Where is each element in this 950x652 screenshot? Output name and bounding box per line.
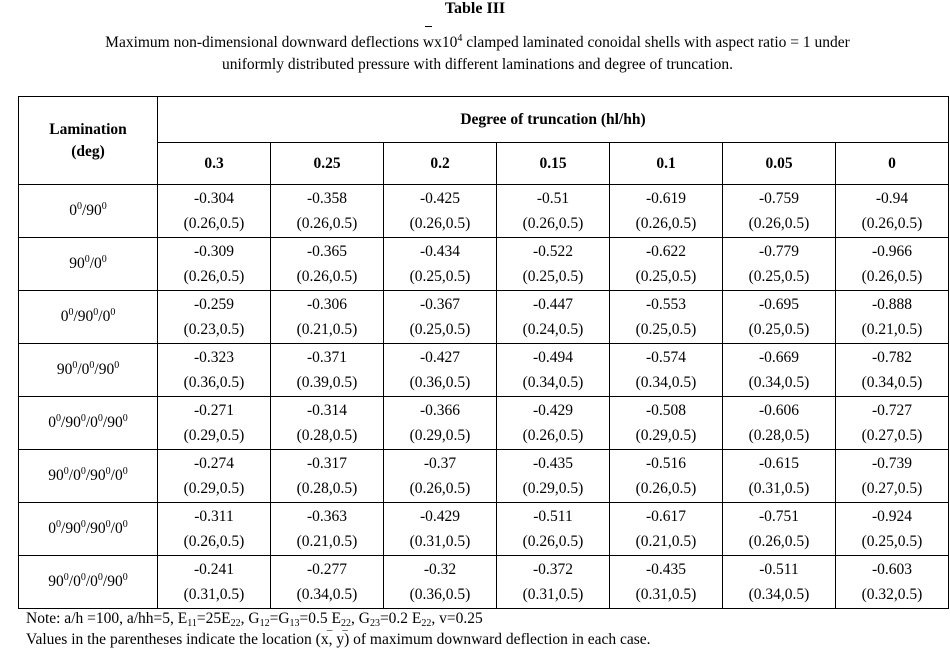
table-title: Table III [444,0,506,17]
degree-superscript: 0 [105,466,111,477]
ply-angle: 90 [65,414,81,431]
ply-angle: 90 [90,520,106,537]
deflection-cell [610,397,723,450]
degree-superscript: 0 [101,254,107,265]
deflection-location: (0.34,0.5) [635,374,697,391]
ply-angle: 0 [94,255,102,272]
lamination-cell [19,556,158,609]
table-row [19,503,949,556]
column-header: 0.25 [271,143,384,185]
deflection-cell [610,238,723,291]
ply-angle: 90 [107,573,123,590]
ply-angle: 90 [86,202,102,219]
deflection-location: (0.25,0.5) [635,321,697,338]
deflection-value: -0.429 [532,402,574,419]
degree-superscript: 0 [122,466,128,477]
note-text: , G [240,610,260,627]
deflection-location: (0.29,0.5) [409,427,471,444]
column-header: 0.3 [158,143,271,185]
deflection-value: -0.888 [871,296,913,313]
deflection-location: (0.25,0.5) [409,321,471,338]
deflection-cell [158,450,271,503]
degree-superscript: 0 [63,572,69,583]
deflection-location: (0.29,0.5) [183,480,245,497]
lamination-cell [19,503,158,556]
deflection-table [18,96,949,609]
degree-superscript: 0 [63,466,69,477]
deflection-location: (0.21,0.5) [635,533,697,550]
deflection-cell [271,450,384,503]
table-notes [26,608,936,650]
deflection-value: -0.447 [532,296,574,313]
ply-separator: / [102,573,108,590]
deflection-location: (0.28,0.5) [748,427,810,444]
note-parameters [26,608,936,629]
deflection-location: (0.26,0.5) [635,215,697,232]
deflection-location: (0.29,0.5) [522,480,584,497]
ply-separator: / [68,573,74,590]
deflection-cell [158,344,271,397]
deflection-value: -0.782 [871,349,913,366]
ply-separator: / [89,255,95,272]
deflection-location: (0.25,0.5) [861,533,923,550]
deflection-cell [271,344,384,397]
deflection-location: (0.26,0.5) [183,533,245,550]
deflection-cell [158,556,271,609]
deflection-cell [723,450,836,503]
degree-superscript: 0 [114,360,120,371]
degree-superscript: 0 [68,307,74,318]
ply-angle: 0 [90,573,98,590]
ply-angle: 0 [90,414,98,431]
deflection-location: (0.36,0.5) [183,374,245,391]
deflection-cell [384,556,497,609]
ply-separator: / [98,308,103,325]
deflection-cell [384,450,497,503]
deflection-cell [384,291,497,344]
deflection-location: (0.26,0.5) [409,480,471,497]
degree-superscript: 0 [122,413,128,424]
deflection-cell [723,344,836,397]
deflection-value: -0.427 [419,349,461,366]
deflection-location: (0.23,0.5) [183,321,245,338]
lamination-header-unit: (deg) [71,142,105,160]
deflection-location: (0.26,0.5) [861,215,923,232]
deflection-cell [497,238,610,291]
deflection-cell [497,503,610,556]
ply-separator: / [73,308,78,325]
deflection-location: (0.27,0.5) [861,480,923,497]
deflection-location: (0.25,0.5) [748,321,810,338]
deflection-location: (0.25,0.5) [522,268,584,285]
deflection-value: -0.323 [193,349,235,366]
deflection-value: -0.314 [306,402,348,419]
deflection-cell [610,291,723,344]
deflection-location: (0.24,0.5) [522,321,584,338]
deflection-cell [497,556,610,609]
deflection-value: -0.603 [871,561,913,578]
deflection-location: (0.26,0.5) [522,427,584,444]
caption-text-line2: uniformly distributed pressure with different laminations and degree of truncation. [221,56,734,73]
ply-separator: / [102,414,108,431]
deflection-value: -0.615 [758,455,800,472]
deflection-value: -0.516 [645,455,687,472]
degree-superscript: 0 [80,413,86,424]
note-subscript: 22 [230,618,241,629]
deflection-cell [610,556,723,609]
ply-separator: / [68,467,74,484]
deflection-cell [836,291,949,344]
deflection-cell [384,397,497,450]
deflection-value: -0.435 [532,455,574,472]
deflection-value: -0.429 [419,508,461,525]
deflection-location: (0.26,0.5) [183,268,245,285]
ply-separator: / [61,414,66,431]
deflection-cell [836,450,949,503]
deflection-value: -0.739 [871,455,913,472]
deflection-location: (0.34,0.5) [296,586,358,603]
caption-multiplier: x10 [434,34,458,51]
w-bar-symbol: w [423,32,434,54]
deflection-cell [384,503,497,556]
deflection-value: -0.779 [758,243,800,260]
degree-superscript: 0 [101,201,107,212]
ply-separator: / [61,520,66,537]
caption-text-pre: Maximum non-dimensional downward deflections [105,34,419,51]
degree-superscript: 0 [72,360,78,371]
table-row [19,238,949,291]
degree-superscript: 0 [80,572,86,583]
deflection-cell [384,344,497,397]
deflection-value: -0.759 [758,190,800,207]
deflection-cell [158,397,271,450]
lamination-cell [19,397,158,450]
deflection-value: -0.274 [193,455,235,472]
deflection-cell [271,238,384,291]
deflection-cell [836,238,949,291]
deflection-value: -0.511 [533,508,573,525]
ply-angle: 90 [90,467,106,484]
table-row [19,291,949,344]
deflection-cell [158,238,271,291]
degree-superscript: 0 [97,572,103,583]
ply-angle: 90 [65,520,81,537]
deflection-location: (0.26,0.5) [183,215,245,232]
deflection-value: -0.363 [306,508,348,525]
deflection-value: -0.304 [193,190,235,207]
deflection-cell [497,291,610,344]
note-text: =0.5 E [299,610,341,627]
deflection-cell [836,556,949,609]
deflection-value: -0.277 [306,561,348,578]
degree-superscript: 0 [56,519,62,530]
deflection-value: -0.358 [306,190,348,207]
ply-angle: 0 [114,520,123,537]
degree-superscript: 0 [80,466,86,477]
ply-separator: / [85,467,91,484]
deflection-value: -0.365 [306,243,348,260]
deflection-location: (0.26,0.5) [861,268,923,285]
column-header-row [19,143,949,185]
deflection-value: -0.924 [871,508,913,525]
ply-angle: 0 [48,414,57,431]
deflection-value: -0.367 [419,296,461,313]
degree-superscript: 0 [80,519,86,530]
deflection-value: -0.434 [419,243,461,260]
deflection-cell [271,503,384,556]
deflection-value: -0.372 [532,561,574,578]
deflection-cell [271,291,384,344]
note-text: =0.2 E [379,610,422,627]
deflection-value: -0.669 [758,349,800,366]
degree-superscript: 0 [56,413,62,424]
deflection-value: -0.425 [419,190,461,207]
deflection-location: (0.21,0.5) [296,321,358,338]
y-bar-symbol: y ‒ [336,629,344,650]
degree-superscript: 0 [105,519,111,530]
deflection-value: -0.37 [423,455,457,472]
deflection-cell [610,503,723,556]
ply-separator: / [85,573,91,590]
deflection-location: (0.28,0.5) [296,427,358,444]
note-text: =G [269,610,290,627]
ply-angle: 90 [69,255,85,272]
ply-angle: 90 [48,467,64,484]
deflection-cell [723,503,836,556]
ply-angle: 0 [114,467,123,484]
degree-superscript: 0 [122,572,128,583]
column-header: 0.1 [610,143,723,185]
deflection-value: -0.619 [645,190,687,207]
lamination-cell [19,185,158,238]
deflection-value: -0.306 [306,296,348,313]
ply-angle: 90 [48,573,64,590]
deflection-value: -0.966 [871,243,913,260]
deflection-cell [271,185,384,238]
degree-superscript: 0 [76,201,82,212]
degree-superscript: 0 [93,307,99,318]
deflection-cell [610,185,723,238]
deflection-value: -0.511 [759,561,799,578]
ply-separator: / [81,202,87,219]
note-subscript: 22 [421,618,432,629]
deflection-cell [723,238,836,291]
note-location-explanation [26,629,936,650]
deflection-location: (0.21,0.5) [861,321,923,338]
deflection-value: -0.574 [645,349,687,366]
deflection-value: -0.51 [536,190,570,207]
deflection-cell [497,397,610,450]
lamination-cell [19,238,158,291]
degree-superscript: 0 [97,413,103,424]
deflection-value: -0.366 [419,402,461,419]
deflection-value: -0.241 [193,561,235,578]
note-text: , G [350,610,370,627]
deflection-value: -0.617 [645,508,687,525]
deflection-location: (0.29,0.5) [183,427,245,444]
deflection-location: (0.25,0.5) [635,268,697,285]
deflection-location: (0.21,0.5) [296,533,358,550]
deflection-value: -0.371 [306,349,348,366]
deflection-value: -0.271 [193,402,235,419]
deflection-value: -0.553 [645,296,687,313]
note-text: Note: a/h =100, a/hh=5, E [26,610,188,627]
deflection-value: -0.695 [758,296,800,313]
ply-separator: / [77,361,82,378]
deflection-location: (0.25,0.5) [748,268,810,285]
deflection-location: (0.36,0.5) [409,374,471,391]
caption-exponent: 4 [457,33,463,44]
ply-angle: 90 [98,361,115,378]
deflection-cell [836,185,949,238]
ply-angle: 90 [56,361,73,378]
deflection-cell [610,344,723,397]
deflection-location: (0.31,0.5) [522,586,584,603]
deflection-value: -0.435 [645,561,687,578]
deflection-cell [158,291,271,344]
deflection-cell [836,503,949,556]
table-row [19,450,949,503]
deflection-location: (0.34,0.5) [861,374,923,391]
ply-separator: / [110,467,115,484]
deflection-location: (0.26,0.5) [296,268,358,285]
deflection-location: (0.34,0.5) [748,374,810,391]
deflection-location: (0.26,0.5) [748,533,810,550]
column-header: 0 [836,143,949,185]
ply-angle: 0 [48,520,57,537]
deflection-cell [497,185,610,238]
table-body [19,185,949,609]
deflection-location: (0.26,0.5) [635,480,697,497]
caption-text-post: clamped laminated conoidal shells with aspect ratio = 1 under [466,34,850,51]
deflection-location: (0.32,0.5) [861,586,923,603]
deflection-value: -0.494 [532,349,574,366]
note-text: , v=0.25 [431,610,483,627]
deflection-value: -0.606 [758,402,800,419]
ply-separator: / [85,520,91,537]
note-line2-pre: Values in the parentheses indicate the location ( [26,631,321,648]
ply-angle: 0 [102,308,111,325]
lamination-cell [19,450,158,503]
note-subscript: 23 [369,618,380,629]
deflection-value: -0.32 [423,561,457,578]
deflection-cell [158,185,271,238]
deflection-location: (0.28,0.5) [296,480,358,497]
ply-separator: / [110,520,115,537]
deflection-value: -0.508 [645,402,687,419]
degree-superscript: 0 [84,254,90,265]
deflection-value: -0.259 [193,296,235,313]
x-bar-symbol: x ‒ [321,629,329,650]
note-text: =25E [196,610,231,627]
deflection-cell [836,397,949,450]
deflection-cell [497,450,610,503]
deflection-cell [384,238,497,291]
deflection-location: (0.26,0.5) [296,215,358,232]
deflection-cell [271,556,384,609]
ply-angle: 0 [73,573,81,590]
note-line2-sep: , [328,631,337,648]
deflection-cell [723,556,836,609]
truncation-group-header: Degree of truncation (hl/hh) [158,97,949,143]
deflection-location: (0.27,0.5) [861,427,923,444]
table-row [19,344,949,397]
deflection-cell [497,344,610,397]
deflection-location: (0.39,0.5) [296,374,358,391]
degree-superscript: 0 [110,307,116,318]
deflection-cell [723,397,836,450]
column-header: 0.2 [384,143,497,185]
deflection-value: -0.622 [645,243,687,260]
degree-superscript: 0 [122,519,128,530]
note-subscript: 13 [289,618,300,629]
deflection-value: -0.727 [871,402,913,419]
deflection-value: -0.751 [758,508,800,525]
table-row [19,397,949,450]
deflection-location: (0.26,0.5) [748,215,810,232]
lamination-header [19,97,158,185]
deflection-cell [158,503,271,556]
deflection-location: (0.31,0.5) [409,533,471,550]
note-subscript: 12 [259,618,270,629]
deflection-location: (0.31,0.5) [635,586,697,603]
deflection-location: (0.26,0.5) [522,215,584,232]
deflection-location: (0.26,0.5) [522,533,584,550]
deflection-cell [723,185,836,238]
table-row [19,185,949,238]
deflection-location: (0.29,0.5) [635,427,697,444]
deflection-location: (0.31,0.5) [748,480,810,497]
table-caption [20,32,935,76]
deflection-location: (0.26,0.5) [409,215,471,232]
deflection-value: -0.94 [875,190,909,207]
deflection-location: (0.36,0.5) [409,586,471,603]
deflection-value: -0.309 [193,243,235,260]
deflection-value: -0.522 [532,243,574,260]
deflection-cell [723,291,836,344]
lamination-header-label: Lamination [49,120,127,138]
column-header: 0.15 [497,143,610,185]
deflection-location: (0.31,0.5) [183,586,245,603]
deflection-cell [836,344,949,397]
column-header: 0.05 [723,143,836,185]
note-subscript: 11 [187,618,197,629]
deflection-cell [610,450,723,503]
ply-angle: 0 [81,361,90,378]
ply-angle: 90 [107,414,123,431]
note-line2-post: ) of maximum downward deflection in each case. [344,631,651,648]
ply-angle: 0 [60,308,69,325]
deflection-cell [384,185,497,238]
table-row [19,556,949,609]
deflection-value: -0.317 [306,455,348,472]
ply-separator: / [94,361,99,378]
deflection-location: (0.34,0.5) [748,586,810,603]
deflection-cell [271,397,384,450]
ply-angle: 0 [73,467,81,484]
ply-angle: 0 [69,202,77,219]
note-subscript: 22 [340,618,351,629]
degree-superscript: 0 [89,360,95,371]
lamination-cell [19,291,158,344]
ply-separator: / [85,414,91,431]
deflection-value: -0.311 [194,508,234,525]
deflection-location: (0.34,0.5) [522,374,584,391]
ply-angle: 90 [77,308,94,325]
deflection-location: (0.25,0.5) [409,268,471,285]
lamination-cell [19,344,158,397]
